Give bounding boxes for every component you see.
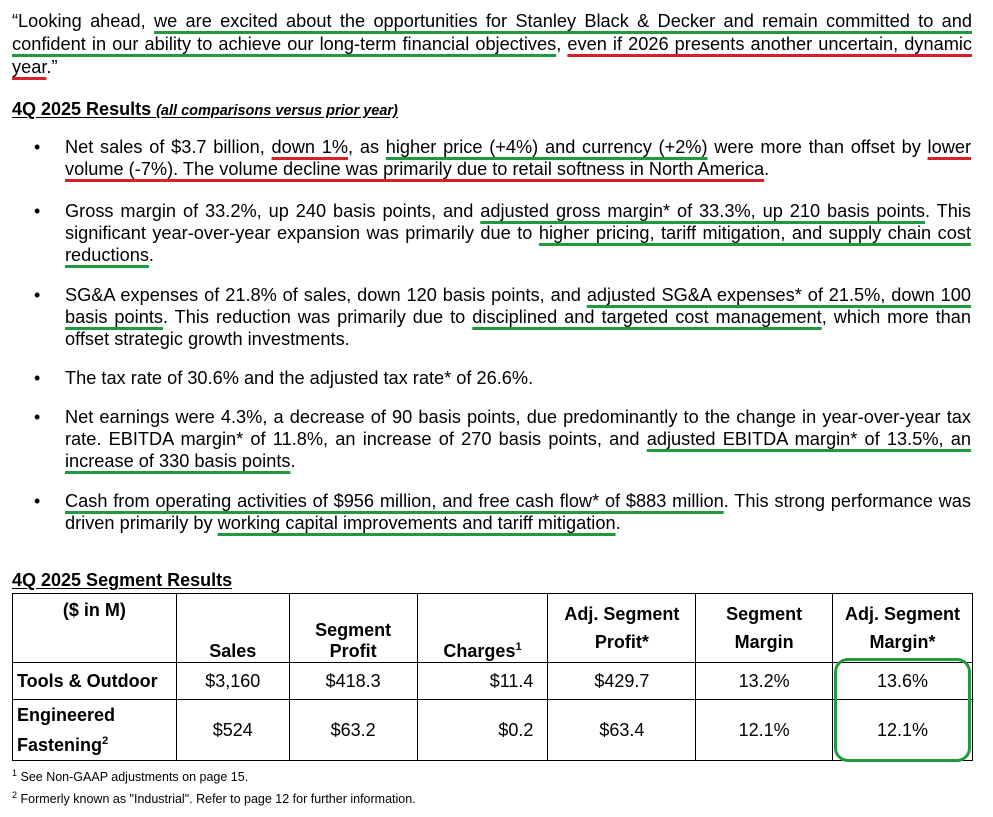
table-cell: 12.1% <box>833 700 973 761</box>
table-cell: $63.4 <box>548 700 696 761</box>
text-run: . This reduction was primarily due to <box>162 307 473 327</box>
column-header: Sales <box>176 594 289 663</box>
table-cell: 12.1% <box>696 700 833 761</box>
table-cell: $3,160 <box>176 663 289 700</box>
table-cell: 13.6% <box>833 663 973 700</box>
quote-text: .” <box>46 57 58 77</box>
highlight-green: higher price (+4%) and currency (+2%) <box>385 137 708 157</box>
table-cell: $524 <box>176 700 289 761</box>
text-run: SG&A expenses of 21.8% of sales, down 120 basis points, and <box>65 285 587 305</box>
bullet-text <box>65 406 971 472</box>
row-label: Engineered Fastening$^2$ <box>13 700 177 761</box>
results-heading <box>12 99 398 120</box>
bullet-marker: • <box>34 137 41 157</box>
highlight-green: working capital improvements and tariff mitigation <box>217 513 616 533</box>
table-cell: 13.2% <box>696 663 833 700</box>
footnote: $^2$ Formerly known as "Industrial". Refer to page 12 for further information. <box>12 790 416 807</box>
highlight-box <box>834 658 971 762</box>
highlight-red: down 1% <box>271 137 349 157</box>
segment-results-heading: 4Q 2025 Segment Results <box>12 570 233 590</box>
segment-results-table <box>12 593 973 761</box>
text-run: . This strong performance was driven primarily by <box>65 491 971 533</box>
bullet-text <box>65 200 971 266</box>
highlight-green: adjusted SG&A expenses* of 21.5%, down 100 basis points <box>65 285 971 327</box>
bullet-marker: • <box>34 368 41 388</box>
table-cell: $0.2 <box>417 700 548 761</box>
highlight-green: adjusted EBITDA margin* of 13.5%, an increase of 330 basis points <box>65 429 972 471</box>
bullet-marker: • <box>34 491 41 511</box>
footnote: $^1$ See Non-GAAP adjustments on page 15. <box>12 768 249 785</box>
text-run: were more than offset by <box>707 137 928 157</box>
bullet-text <box>65 136 971 180</box>
results-heading-subtitle: (all comparisons versus prior year) <box>156 103 398 119</box>
column-header: Adj. Segment Profit* <box>548 594 696 663</box>
text-run: . <box>764 159 770 179</box>
text-run: . <box>148 245 154 265</box>
text-run: , which more than offset strategic growth investments. <box>65 307 971 349</box>
bullet-marker: • <box>34 407 41 427</box>
highlight-green: higher pricing, tariff mitigation, and supply chain cost reductions <box>65 223 971 265</box>
quote-highlight-red: even if 2026 presents another uncertain, dynamic year <box>12 34 972 77</box>
bullet-text <box>65 367 971 389</box>
column-header: Segment Margin <box>696 594 833 663</box>
column-header: Adj. Segment Margin* <box>833 594 973 663</box>
column-header: Segment Profit <box>289 594 417 663</box>
column-header: ($ in M) <box>13 594 177 663</box>
highlight-red: lower volume (-7%). The volume decline was primarily due to retail softness in North America <box>65 137 972 179</box>
table-row <box>13 700 973 761</box>
text-run: Net earnings were 4.3%, a decrease of 90 basis points, due predominantly to the change in year-over-year tax rate. EBITDA margin* of 11.8%, an increase of 270 basis points, and <box>65 407 971 449</box>
quote-text: , <box>556 34 568 54</box>
text-run: , as <box>348 137 386 157</box>
row-label: Tools & Outdoor <box>13 663 177 700</box>
table-cell: $418.3 <box>289 663 417 700</box>
table-cell: $11.4 <box>417 663 548 700</box>
highlight-green: disciplined and targeted cost management <box>472 307 822 327</box>
text-run: . <box>290 451 296 471</box>
outlook-quote <box>12 10 972 79</box>
text-run: . <box>615 513 621 533</box>
table-header-row <box>13 594 973 663</box>
bullet-marker: • <box>34 285 41 305</box>
bullet-text <box>65 284 971 350</box>
text-run: Gross margin of 33.2%, up 240 basis points, and <box>65 201 481 221</box>
results-heading-title: 4Q 2025 Results <box>12 99 152 119</box>
quote-text: “Looking ahead, <box>12 11 154 31</box>
bullet-marker: • <box>34 201 41 221</box>
column-header: Charges$^1$ <box>417 594 548 663</box>
text-run: The tax rate of 30.6% and the adjusted tax rate* of 26.6%. <box>65 368 534 388</box>
table-row <box>13 663 973 700</box>
table-cell: $429.7 <box>548 663 696 700</box>
bullet-text <box>65 490 971 534</box>
text-run: . This significant year-over-year expansion was primarily due to <box>65 201 971 243</box>
table-cell: $63.2 <box>289 700 417 761</box>
highlight-green: adjusted gross margin* of 33.3%, up 210 basis points <box>480 201 925 221</box>
highlight-green: Cash from operating activities of $956 million, and free cash flow* of $883 million <box>65 491 724 511</box>
quote-highlight-green: we are excited about the opportunities for Stanley Black & Decker and remain committed to and confident in our ability to achieve our long-term financial objectives <box>12 11 972 54</box>
text-run: Net sales of $3.7 billion, <box>65 137 272 157</box>
